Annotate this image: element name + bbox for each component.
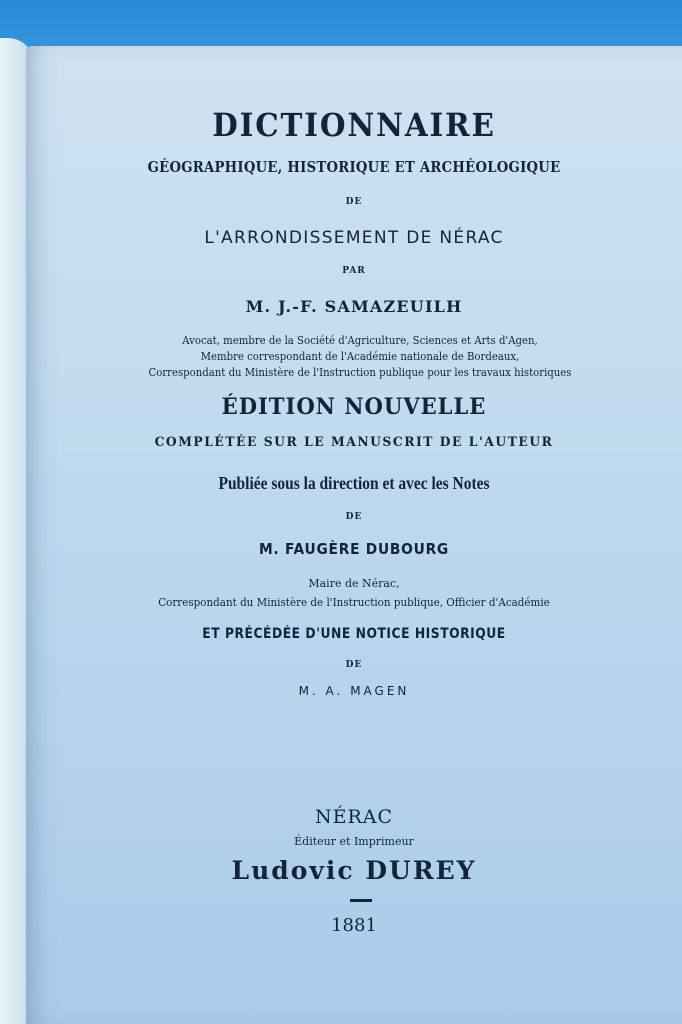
- notice-author: M. A. MAGEN: [298, 684, 410, 698]
- title-page-text: [26, 0, 682, 1024]
- editor-title: Maire de Nérac,: [308, 577, 400, 590]
- connector-de: DE: [345, 512, 363, 522]
- editor-title: Correspondant du Ministère de l'Instruction publique, Officier d'Académie: [158, 596, 550, 609]
- author-affiliation: Membre correspondant de l'Académie nationale de Bordeaux,: [200, 350, 520, 363]
- book-title: DICTIONNAIRE: [212, 106, 496, 144]
- book-subtitle: GÉOGRAPHIQUE, HISTORIQUE ET ARCHÉOLOGIQUE: [147, 158, 561, 176]
- publisher-role: Éditeur et Imprimeur: [294, 835, 414, 848]
- completee-line: COMPLÉTÉE SUR LE MANUSCRIT DE L'AUTEUR: [154, 435, 554, 450]
- publisher-name: Ludovic DUREY: [231, 856, 477, 885]
- publiee-line: Publiée sous la direction et avec les Notes: [218, 473, 490, 493]
- author-name: M. J.-F. SAMAZEUILH: [245, 297, 463, 316]
- author-affiliation: Correspondant du Ministère de l'Instruction publique pour les travaux historiques: [148, 366, 572, 379]
- publication-year: 1881: [331, 915, 377, 936]
- connector-par: PAR: [342, 266, 366, 276]
- edition-heading: ÉDITION NOUVELLE: [221, 394, 487, 420]
- connector-de: DE: [345, 660, 363, 670]
- precedee-line: ET PRÉCÉDÉE D'UNE NOTICE HISTORIQUE: [202, 626, 506, 642]
- divider-rule: [350, 899, 372, 902]
- author-affiliation: Avocat, membre de la Société d'Agriculture, Sciences et Arts d'Agen,: [182, 334, 538, 347]
- publication-place: NÉRAC: [314, 806, 394, 828]
- connector-de: DE: [345, 197, 363, 207]
- arrondissement-line: L'ARRONDISSEMENT DE NÉRAC: [204, 228, 504, 248]
- editor-name: M. FAUGÈRE DUBOURG: [258, 540, 450, 558]
